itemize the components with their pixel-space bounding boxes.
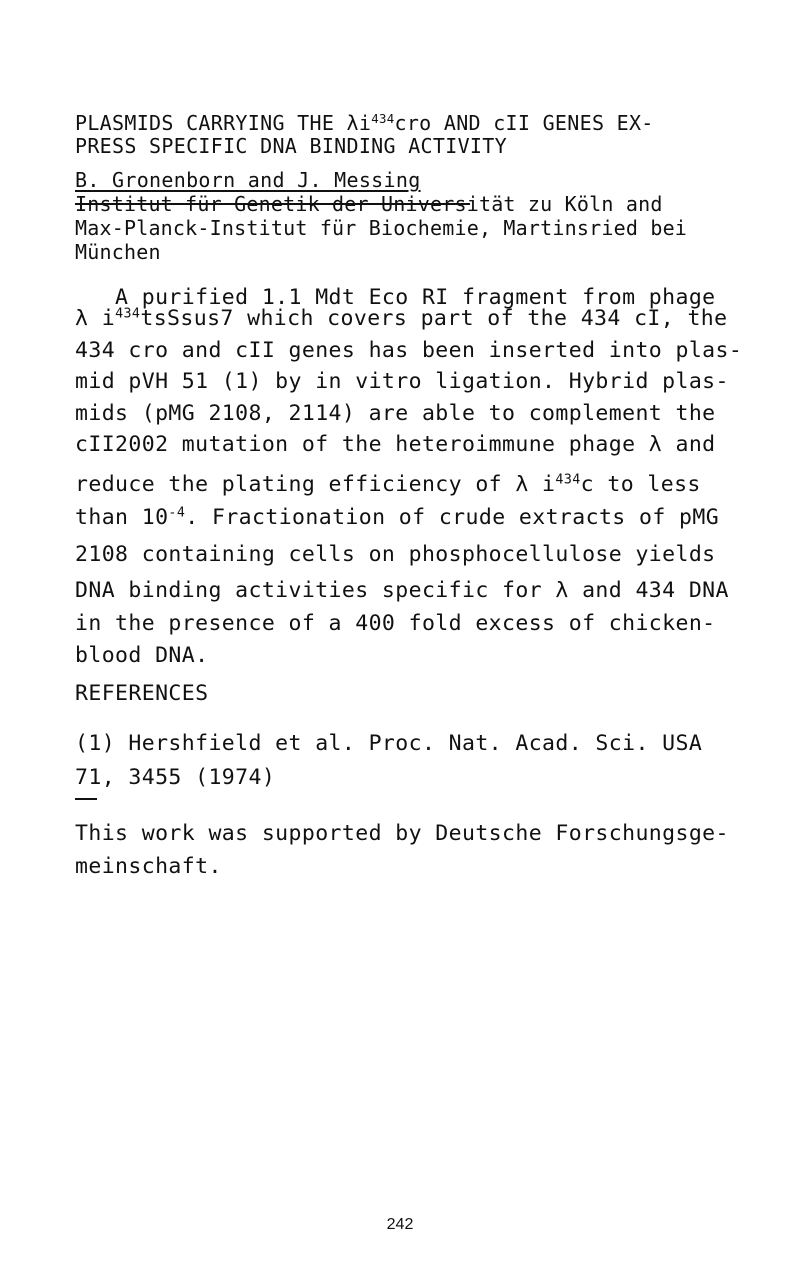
- separator-rule: [75, 798, 97, 800]
- abstract-line: A purified 1.1 Mdt Eco RI fragment from phage: [75, 285, 716, 310]
- authors: B. Gronenborn and J. Messing: [75, 168, 421, 192]
- abstract-text: c to less: [580, 472, 701, 497]
- abstract-text: reduce the plating efficiency of λ i: [75, 472, 556, 497]
- abstract-text: than 10: [75, 505, 169, 530]
- title-text: PLASMIDS CARRYING THE: [75, 111, 347, 135]
- abstract-line: [75, 308, 727, 330]
- lambda-symbol: λ: [346, 111, 359, 135]
- abstract-line: DNA binding activities specific for λ and 434 DNA: [75, 578, 729, 603]
- abstract-line: cII2002 mutation of the heteroimmune phage λ and: [75, 432, 716, 457]
- abstract-line: mid pVH 51 (1) by in vitro ligation. Hybrid plas-: [75, 369, 729, 394]
- abstract-text: tsSsus7 which covers part of the 434 cI, the: [140, 306, 728, 331]
- abstract-line: [75, 474, 701, 496]
- abstract-line: in the presence of a 400 fold excess of chicken-: [75, 611, 716, 636]
- abstract-line: 434 cro and cII genes has been inserted into plas-: [75, 338, 743, 363]
- affiliation-line-1: Institut für Genetik der Universität zu Köln and: [75, 192, 663, 216]
- affiliation-line-2: Max-Planck-Institut für Biochemie, Martinsried bei: [75, 216, 688, 240]
- reference-line: (1) Hershfield et al. Proc. Nat. Acad. Sci. USA: [75, 731, 703, 756]
- acknowledgement-line: This work was supported by Deutsche Forschungsge-: [75, 821, 729, 846]
- superscript: 434: [115, 306, 141, 322]
- page-number: 242: [386, 1216, 414, 1233]
- abstract-line: [75, 507, 719, 529]
- abstract-text: . Fractionation of crude extracts of pMG: [185, 505, 720, 530]
- abstract-text: i: [88, 306, 116, 331]
- title-line-1: [75, 113, 654, 133]
- superscript: 434: [371, 111, 395, 127]
- superscript: -4: [168, 505, 186, 521]
- acknowledgement-line: meinschaft.: [75, 854, 222, 879]
- abstract-line: blood DNA.: [75, 643, 209, 668]
- abstract-line: 2108 containing cells on phosphocellulose yields: [75, 542, 716, 567]
- references-heading: REFERENCES: [75, 681, 209, 706]
- reference-line: 71, 3455 (1974): [75, 765, 276, 790]
- lambda-symbol: λ: [75, 306, 89, 331]
- superscript: 434: [555, 472, 581, 488]
- title-text: cro AND cII GENES EX-: [394, 111, 654, 135]
- title-i: i: [358, 111, 372, 135]
- title-line-2: PRESS SPECIFIC DNA BINDING ACTIVITY: [75, 134, 507, 158]
- abstract-line: mids (pMG 2108, 2114) are able to complement the: [75, 401, 716, 426]
- affiliation-line-3: München: [75, 240, 161, 264]
